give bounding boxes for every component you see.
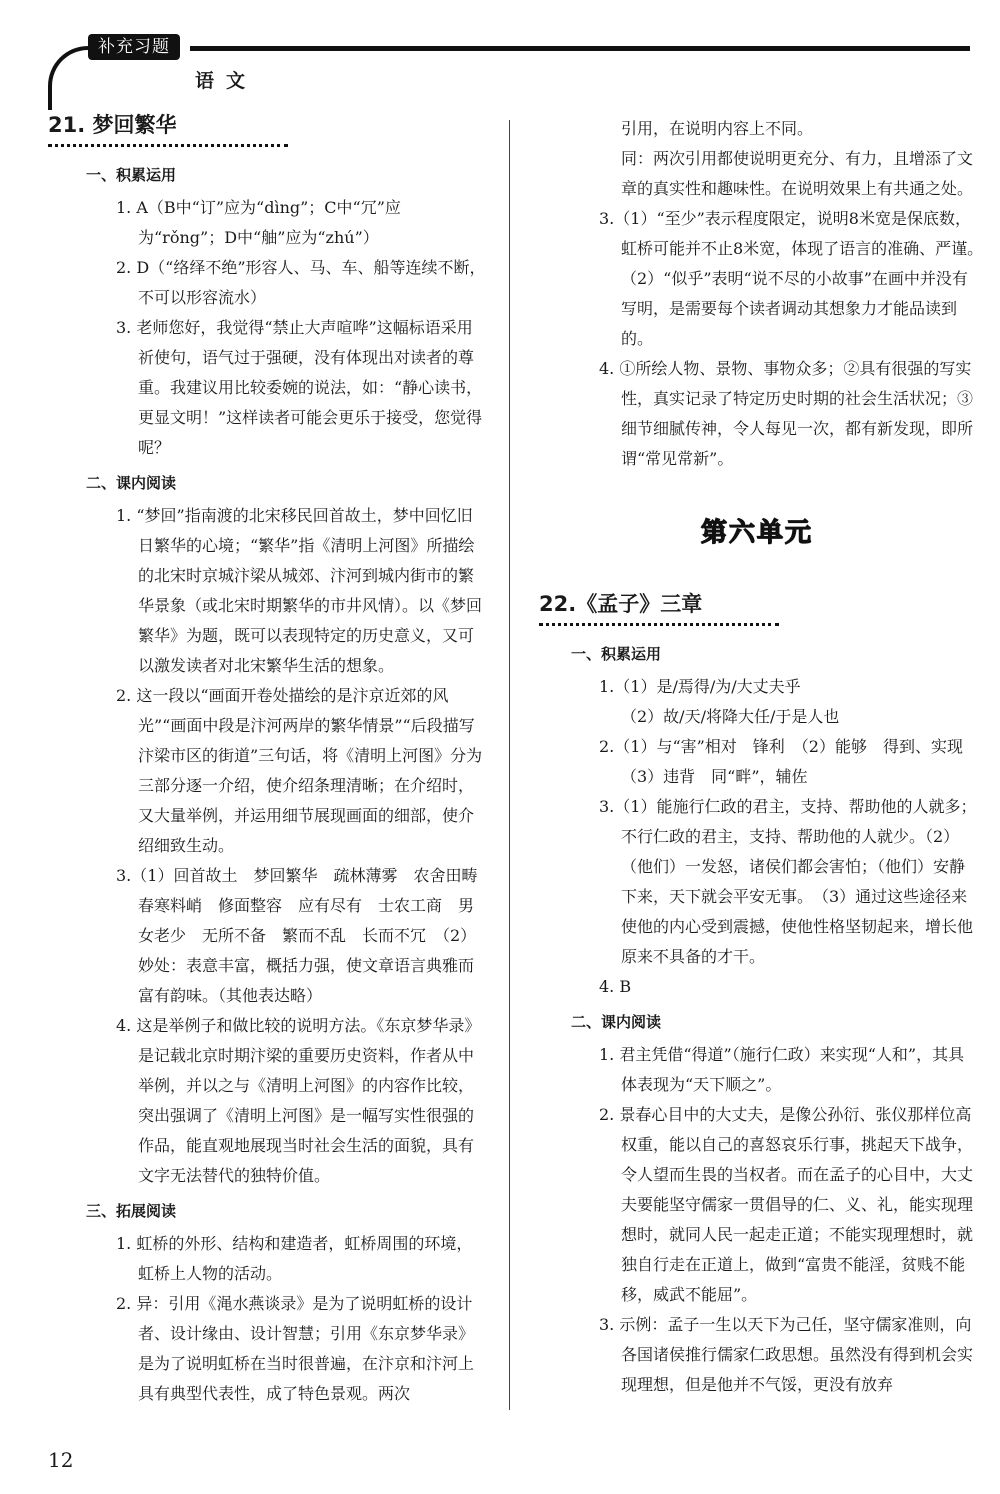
lesson-title-21: 21. 梦回繁华 bbox=[48, 113, 177, 137]
column-divider bbox=[509, 120, 510, 1410]
answer-item: 1. 虹桥的外形、结构和建造者，虹桥周围的环境，虹桥上人物的活动。 bbox=[116, 1234, 473, 1283]
answer-item: 3.（1）“至少”表示程度限定，说明8米宽是保底数，虹桥可能并不止8米宽，体现了语言的准确、严谨。 （2）“似乎”表明“说不尽的小故事”在画中并没有写明，是需要每个读者调动其想象力才能品读到的。 bbox=[599, 209, 992, 348]
section-heading: 一、积累运用 bbox=[86, 166, 177, 184]
answer-item: 2. 这一段以“画面开卷处描绘的是汴京近郊的风光”“画面中段是汴河两岸的繁华情景”“后段描写汴梁市区的街道”三句话，将《清明上河图》分为三部分逐一介绍，使介绍条理清晰；在介绍时，又大量举例，并运用细节展现画面的细部，使介绍细致生动。 bbox=[116, 686, 483, 855]
section-heading: 一、积累运用 bbox=[571, 645, 662, 663]
dotted-rule bbox=[539, 623, 779, 626]
page-number: 12 bbox=[48, 1448, 74, 1472]
answer-item: 1. A（B中“订”应为“dìng”；C中“冗”应为“rǒng”；D中“舳”应为“zhú”） bbox=[116, 198, 401, 247]
unit-title: 第六单元 bbox=[700, 518, 813, 548]
header-tab-label: 补充习题 bbox=[88, 34, 180, 60]
answer-item: 3. 老师您好，我觉得“禁止大声喧哗”这幅标语采用祈使句，语气过于强硬，没有体现出对读者的尊重。我建议用比较委婉的说法，如：“静心读书，更显文明！”这样读者可能会更乐于接受，您觉得呢？ bbox=[116, 318, 483, 457]
lesson-title-22: 22.《孟子》三章 bbox=[539, 592, 703, 616]
answer-item: 2.（1）与“害”相对 锋利 （2）能够 得到、实现 （3）违背 同“畔”，辅佐 bbox=[599, 737, 980, 786]
answer-item: 2. 景春心目中的大丈夫，是像公孙衍、张仪那样位高权重，能以自己的喜怒哀乐行事，挑起天下战争，令人望而生畏的当权者。而在孟子的心目中，大丈夫要能坚守儒家一贯倡导的仁、义、礼，能实现理想时，就同人民一起走正道；不能实现理想时，就独自行走在正道上，做到“富贵不能淫，贫贱不能移，威武不能屈”。 bbox=[599, 1105, 974, 1304]
answer-item: 1. “梦回”指南渡的北宋移民回首故土，梦中回忆旧日繁华的心境；“繁华”指《清明上河图》所描绘的北宋时京城汴梁从城郊、汴河到城内街市的繁华景象（或北宋时期繁华的市井风情）。以《梦回繁华》为题，既可以表现特定的历史意义，又可以激发读者对北宋繁华生活的想象。 bbox=[116, 506, 483, 675]
answer-item: 4. B bbox=[599, 977, 632, 996]
answer-item: 4. ①所绘人物、景物、事物众多；②具有很强的写实性，真实记录了特定历史时期的社会生活状况；③细节细腻传神，令人每见一次，都有新发现，即所谓“常见常新”。 bbox=[599, 359, 974, 468]
dotted-rule bbox=[48, 144, 288, 147]
answer-item: 2. 异：引用《渑水燕谈录》是为了说明虹桥的设计者、设计缘由、设计智慧；引用《东京梦华录》是为了说明虹桥在当时很普遍，在汴京和汴河上具有典型代表性，成了特色景观。两次 bbox=[116, 1294, 475, 1403]
header-subject: 语文 bbox=[195, 70, 258, 92]
answer-item: 4. 这是举例子和做比较的说明方法。《东京梦华录》是记载北京时期汴梁的重要历史资料，作者从中举例，并以之与《清明上河图》的内容作比较，突出强调了《清明上河图》是一幅写实性很强的作品，能直观地展现当时社会生活的面貌，具有文字无法替代的独特价值。 bbox=[116, 1016, 481, 1185]
right-column bbox=[537, 114, 992, 1400]
left-column bbox=[46, 110, 494, 1409]
section-heading: 三、拓展阅读 bbox=[86, 1202, 177, 1220]
continued-text: 引用，在说明内容上不同。 bbox=[621, 119, 814, 138]
answer-item: 2. D（“络绎不绝”形容人、马、车、船等连续不断，不可以形容流水） bbox=[116, 258, 486, 307]
answer-item: 3.（1）回首故土 梦回繁华 疏林薄雾 农舍田畴 春寒料峭 修面整容 应有尽有 士农工商 男女老少 无所不备 繁而不乱 长而不冗 （2）妙处：表意丰富，概括力强，使文章语言典雅而富有韵味。（其他表达略） bbox=[116, 866, 494, 1005]
answer-item: 1.（1）是/焉得/为/大丈夫乎 bbox=[599, 677, 801, 696]
page-header bbox=[40, 30, 970, 92]
section-heading: 二、课内阅读 bbox=[571, 1013, 662, 1031]
section-heading: 二、课内阅读 bbox=[86, 474, 177, 492]
answer-item: 3.（1）能施行仁政的君主，支持、帮助他的人就多；不行仁政的君主，支持、帮助他的人就少。（2）（他们）一发怒，诸侯们都会害怕；（他们）安静下来，天下就会平安无事。 （3）通过这些途径来使他的内心受到震撼，使他性格坚韧起来，增长他原来不具备的才干。 bbox=[599, 797, 977, 966]
answer-item: 3. 示例：孟子一生以天下为己任，坚守儒家准则，向各国诸侯推行儒家仁政思想。虽然没有得到机会实现理想，但是他并不气馁，更没有放弃 bbox=[599, 1315, 974, 1394]
answer-item: 1. 君主凭借“得道”（施行仁政）来实现“人和”，其具体表现为“天下顺之”。 bbox=[599, 1045, 965, 1094]
answer-item: （2）故/天/将降大任/于是人也 bbox=[621, 707, 840, 726]
continued-text: 同：两次引用都使说明更充分、有力，且增添了文章的真实性和趣味性。在说明效果上有共通之处。 bbox=[621, 149, 974, 198]
header-rule bbox=[190, 46, 970, 51]
